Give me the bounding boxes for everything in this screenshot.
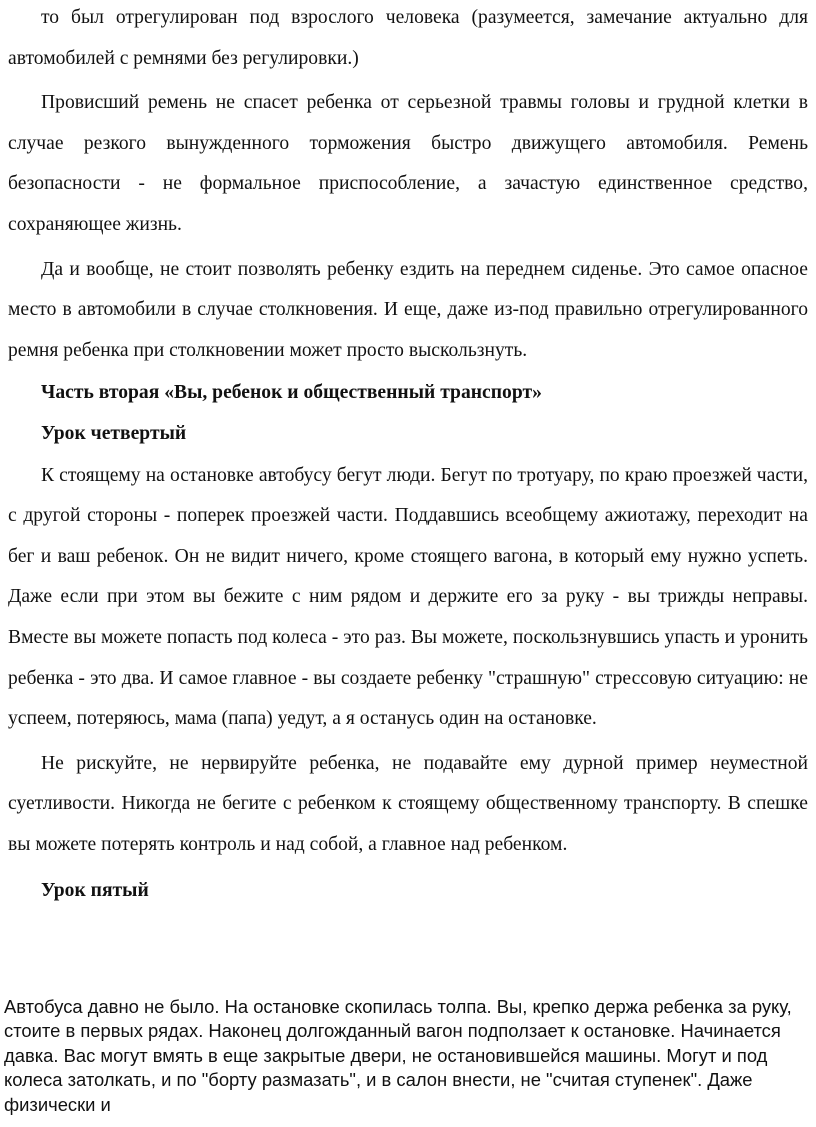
- paragraph-loose-belt: Провисший ремень не спасет ребенка от серьезной травмы головы и грудной клетки в случае резкого вынужденного торможения быстро движущего автомобиля. Ремень безопасности - не формальное приспособление, а зачастую единственное средство, сохраняющее жизнь.: [8, 92, 808, 235]
- lesson-heading-four: Урок четвертый: [41, 422, 187, 444]
- section-heading-part-two: Часть вторая «Вы, ребенок и общественный транспорт»: [41, 382, 542, 404]
- paragraph-bus-crowd: Автобуса давно не было. На остановке скопилась толпа. Вы, крепко держа ребенка за руку, стоите в первых рядах. Наконец долгожданный вагон подползает к остановке. Начинается давка. Вас могут вмять в еще закрытые двери, не остановившейся машины. Могут и под колеса затолкать, и по "борту размазать", и в салон внести, не "считая ступенек". Даже физически и: [4, 996, 792, 1115]
- paragraph-front-seat: Да и вообще, не стоит позволять ребенку ездить на переднем сиденье. Это самое опасное место в автомобили в случае столкновения. И еще, даже из-под правильно отрегулированного ремня ребенка при столкновении может просто выскользнуть.: [8, 258, 808, 361]
- paragraph-running-to-bus: К стоящему на остановке автобусу бегут люди. Бегут по тротуару, по краю проезжей части, с другой стороны - поперек проезжей части. Поддавшись всеобщему ажиотажу, переходит на бег и ваш ребенок. Он не видит ничего, кроме стоящего вагона, в который ему нужно успеть. Даже если при этом вы бежите с ним рядом и держите его за руку - вы трижды неправы. Вместе вы можете попасть под колеса - это раз. Вы можете, поскользнувшись упасть и уронить ребенка - это два. И самое главное - вы создаете ребенку "страшную" стрессовую ситуацию: не успеем, потеряюсь, мама (папа) уедут, а я останусь один на остановке.: [8, 464, 808, 730]
- paragraph-seatbelt-adjust: то был отрегулирован под взрослого человека (разумеется, замечание актуально для автомобилей с ремнями без регулировки.): [8, 7, 808, 69]
- document-body: [8, 0, 808, 912]
- lesson-heading-five: Урок пятый: [41, 880, 149, 902]
- paragraph-dont-rush: Не рискуйте, не нервируйте ребенка, не подавайте ему дурной пример неуместной суетливости. Никогда не бегите с ребенком к стоящему общественному транспорту. В спешке вы можете потерять контроль и над собой, а главное над ребенком.: [8, 752, 808, 855]
